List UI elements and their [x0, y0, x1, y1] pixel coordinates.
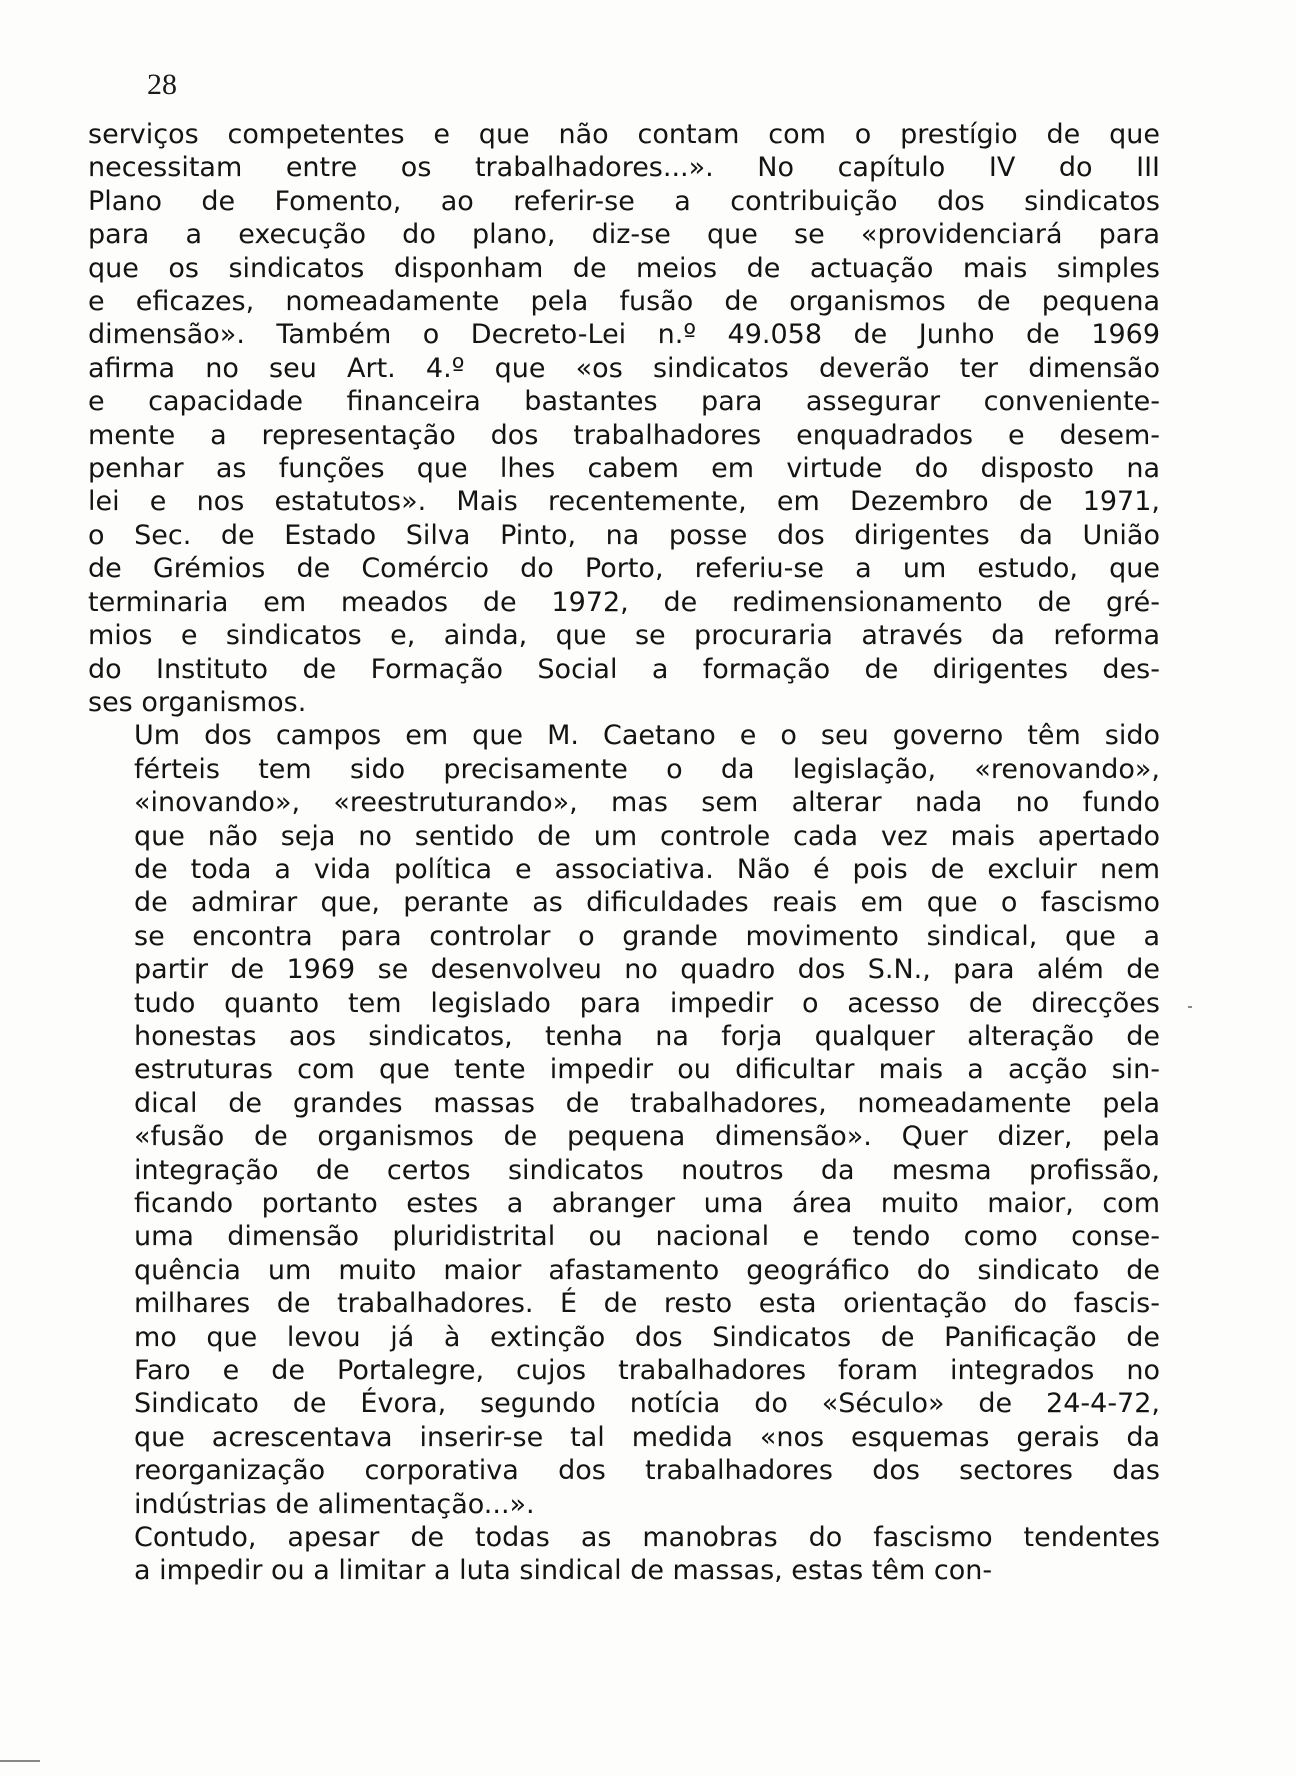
text-line: tudo quanto tem legislado para impedir o acesso de direcções [134, 987, 1160, 1019]
text-line: reorganização corporativa dos trabalhadores dos sectores das [134, 1455, 1160, 1487]
text-line: Sindicato de Évora, segundo notícia do «Século» de 24-4-72, [134, 1388, 1160, 1420]
text-line: «inovando», «reestruturando», mas sem alterar nada no fundo [134, 787, 1160, 819]
text-line: afirma no seu Art. 4.º que «os sindicatos deverão ter dimensão [88, 352, 1160, 384]
text-line: que os sindicatos disponham de meios de actuação mais simples [88, 252, 1160, 284]
text-line: serviços competentes e que não contam com o prestígio de que [88, 119, 1160, 150]
text-line: e capacidade financeira bastantes para assegurar conveniente- [88, 386, 1160, 418]
text-line: mios e sindicatos e, ainda, que se procuraria através da reforma [88, 620, 1160, 652]
text-line: partir de 1969 se desenvolveu no quadro dos S.N., para além de [134, 954, 1160, 986]
text-line: ses organismos. [88, 686, 307, 718]
text-line: de admirar que, perante as dificuldades reais em que o fascismo [134, 887, 1160, 919]
text-line: de Grémios de Comércio do Porto, referiu-se a um estudo, que [88, 553, 1160, 585]
paragraph [88, 1521, 1160, 1588]
text-line: e eficazes, nomeadamente pela fusão de organismos de pequena [88, 286, 1160, 318]
text-line: ficando portanto estes a abranger uma área muito maior, com [134, 1188, 1160, 1219]
text-line: Um dos campos em que M. Caetano e o seu governo têm sido [134, 720, 1160, 752]
scan-artifact [0, 1760, 40, 1762]
text-line: Contudo, apesar de todas as manobras do fascismo tendentes [134, 1522, 1160, 1554]
text-line: necessitam entre os trabalhadores...». No capítulo IV do III [88, 152, 1160, 184]
text-line: indústrias de alimentação...». [134, 1488, 535, 1520]
text-line: mo que levou já à extinção dos Sindicatos de Panificação de [134, 1321, 1160, 1353]
text-line: honestas aos sindicatos, tenha na forja qualquer alteração de [134, 1020, 1160, 1052]
text-line: integração de certos sindicatos noutros da mesma profissão, [134, 1154, 1160, 1186]
text-line: lei e nos estatutos». Mais recentemente, em Dezembro de 1971, [88, 486, 1160, 518]
text-line: mente a representação dos trabalhadores enquadrados e desem- [88, 419, 1160, 451]
page-number: 28 [147, 68, 177, 101]
text-line: férteis tem sido precisamente o da legislação, «renovando», [134, 753, 1160, 785]
text-line: Faro e de Portalegre, cujos trabalhadores foram integrados no [134, 1355, 1160, 1387]
text-line: uma dimensão pluridistrital ou nacional e tendo como conse- [134, 1221, 1160, 1253]
text-line: para a execução do plano, diz-se que se «providenciará para [88, 219, 1160, 251]
text-line: dimensão». Também o Decreto-Lei n.º 49.058 de Junho de 1969 [88, 319, 1160, 351]
text-line: que acrescentava inserir-se tal medida «nos esquemas gerais da [134, 1421, 1160, 1453]
text-line: «fusão de organismos de pequena dimensão». Quer dizer, pela [134, 1121, 1160, 1153]
text-line: de toda a vida política e associativa. Não é pois de excluir nem [134, 853, 1160, 885]
scan-artifact [1188, 1006, 1192, 1008]
paragraph [88, 118, 1160, 719]
paragraph [88, 719, 1160, 1521]
text-line: penhar as funções que lhes cabem em virtude do disposto na [88, 453, 1160, 485]
text-line: milhares de trabalhadores. É de resto esta orientação do fascis- [134, 1288, 1160, 1320]
text-line: estruturas com que tente impedir ou dificultar mais a acção sin- [134, 1054, 1160, 1086]
text-line: terminaria em meados de 1972, de redimensionamento de gré- [88, 586, 1160, 618]
text-line: que não seja no sentido de um controle cada vez mais apertado [134, 820, 1160, 852]
text-line: dical de grandes massas de trabalhadores, nomeadamente pela [134, 1087, 1160, 1119]
body-text [88, 118, 1160, 1588]
text-line: o Sec. de Estado Silva Pinto, na posse dos dirigentes da União [88, 519, 1160, 551]
text-line: Plano de Fomento, ao referir-se a contribuição dos sindicatos [88, 185, 1160, 217]
text-line: quência um muito maior afastamento geográfico do sindicato de [134, 1254, 1160, 1286]
text-line: a impedir ou a limitar a luta sindical de massas, estas têm con- [134, 1555, 993, 1587]
text-line: do Instituto de Formação Social a formação de dirigentes des- [88, 653, 1160, 685]
text-line: se encontra para controlar o grande movimento sindical, que a [134, 920, 1160, 952]
